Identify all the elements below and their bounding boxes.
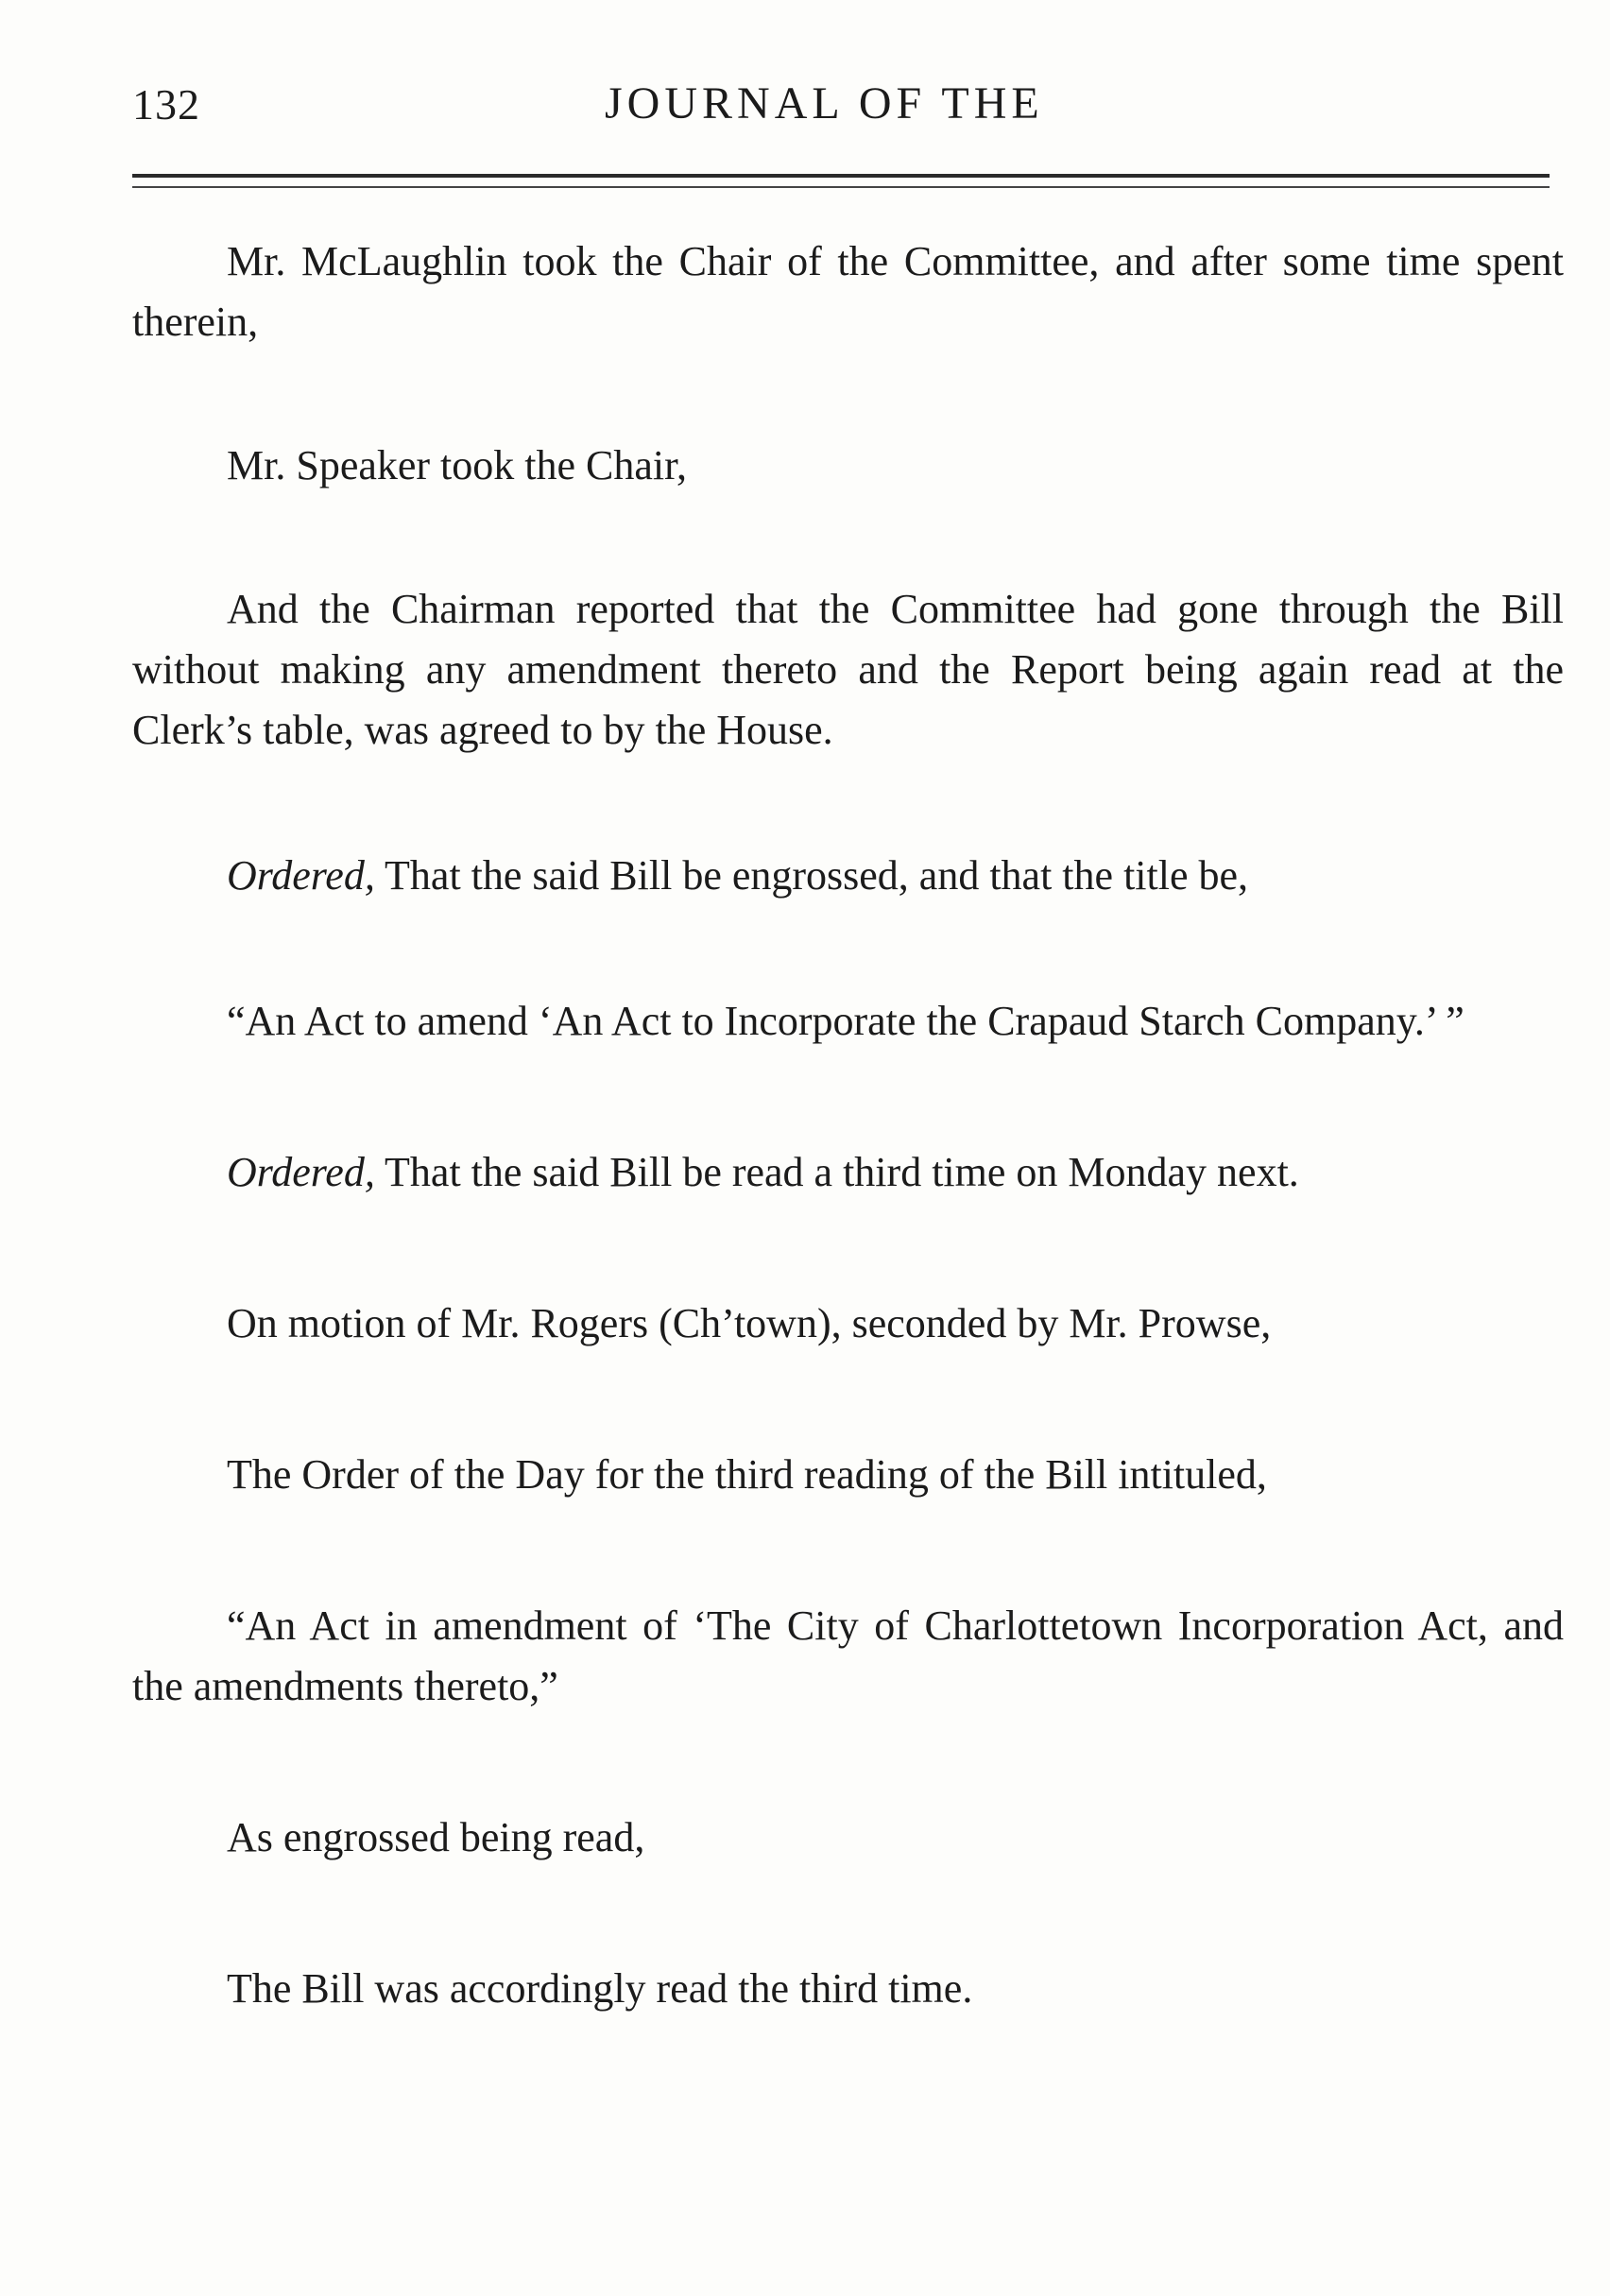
page-number: 132	[132, 80, 200, 129]
paragraph-engrossed-read: As engrossed being read,	[227, 1814, 645, 1860]
paragraph-third-time: The Bill was accordingly read the third time.	[227, 1965, 973, 2012]
page-header	[132, 74, 1550, 140]
paragraph-act-title-charlottetown: “An Act in amendment of ‘The City of Charlottetown Incorporation Act, and the amendments thereto,”	[132, 1602, 1564, 1709]
paragraph-act-title-starch: “An Act to amend ‘An Act to Incorporate the Crapaud Starch Company.’ ”	[227, 998, 1464, 1044]
paragraph-motion: On motion of Mr. Rogers (Ch’town), seconded by Mr. Prowse,	[227, 1300, 1272, 1346]
paragraph-ordered-engrossed	[132, 846, 1564, 906]
header-rule-thick	[132, 174, 1550, 178]
running-head: JOURNAL OF THE	[605, 78, 1044, 129]
ordered-text: That the said Bill be read a third time on Monday next.	[374, 1149, 1299, 1195]
paragraph-speaker-chair: Mr. Speaker took the Chair,	[227, 442, 688, 488]
ordered-lead: Ordered,	[227, 852, 375, 899]
paragraph-ordered-third-reading	[132, 1142, 1564, 1203]
ordered-lead: Ordered,	[227, 1149, 375, 1195]
paragraph-order-of-day: The Order of the Day for the third reading of the Bill intituled,	[227, 1451, 1267, 1498]
header-rule-thin	[132, 186, 1550, 188]
ordered-text: That the said Bill be engrossed, and that the title be,	[374, 852, 1249, 899]
paragraph-chair-committee: Mr. McLaughlin took the Chair of the Committee, and after some time spent therein,	[132, 238, 1564, 345]
body-text	[132, 231, 1564, 2019]
paragraph-chairman-report: And the Chairman reported that the Committee had gone through the Bill without making any amendment thereto and the Report being again read at the Clerk’s table, was agreed to by the House.	[132, 586, 1564, 753]
